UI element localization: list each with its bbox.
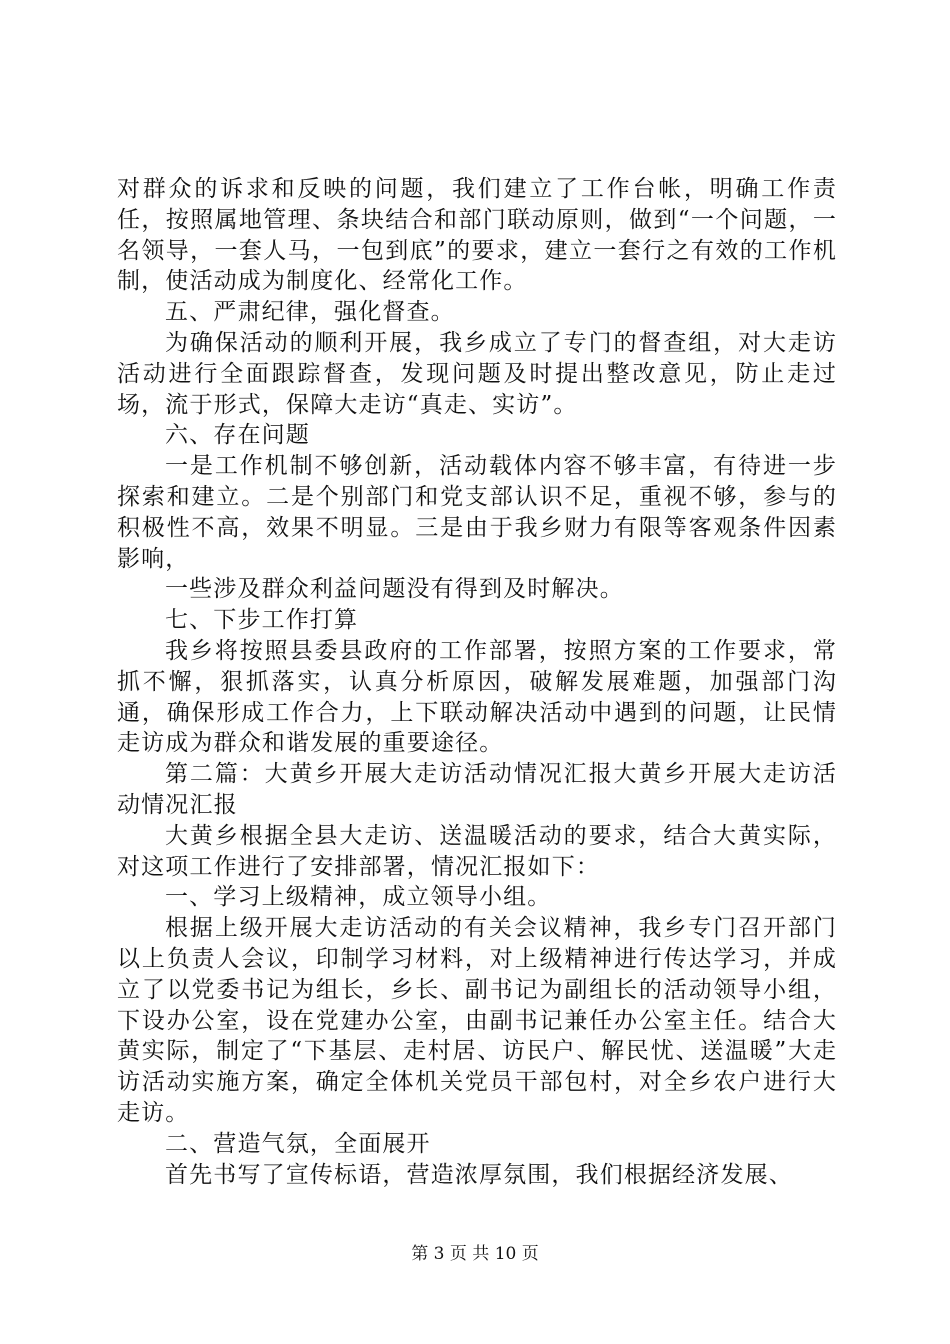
heading-atmosphere: 二、营造气氛，全面展开	[165, 1130, 431, 1157]
heading-next-steps: 七、下步工作打算	[165, 607, 359, 634]
paragraph-slogans: 首先书写了宣传标语，营造浓厚氛围，我们根据经济发展、	[165, 1161, 793, 1188]
heading-discipline: 五、严肃纪律，强化督查。	[165, 299, 455, 326]
paragraph-supervision: 为确保活动的顺利开展，我乡成立了专门的督查组，对大走访活动进行全面跟踪督查，发现问题及时提出整改意见，防止走过场，流于形式，保障大走访“真走、实访”。	[117, 329, 837, 418]
heading-study-spirit: 一、学习上级精神，成立领导小组。	[165, 884, 552, 911]
paragraph-accountability: 对群众的诉求和反映的问题，我们建立了工作台帐，明确工作责任，按照属地管理、条块结合和部门联动原则，做到“一个问题，一名领导，一套人马，一包到底”的要求，建立一套行之有效的工作机制，使活动成为制度化、经常化工作。	[117, 176, 837, 295]
paragraph-report-intro: 大黄乡根据全县大走访、送温暖活动的要求，结合大黄实际，对这项工作进行了安排部署，情况汇报如下：	[117, 822, 837, 880]
paragraph-problems-continued: 一些涉及群众利益问题没有得到及时解决。	[165, 576, 624, 603]
section-title-part-two: 第二篇：大黄乡开展大走访活动情况汇报大黄乡开展大走访活动情况汇报	[117, 761, 837, 818]
page-number-footer: 第 3 页 共 10 页	[411, 1244, 539, 1264]
paragraph-leadership-group: 根据上级开展大走访活动的有关会议精神，我乡专门召开部门以上负责人会议，印制学习材料，对上级精神进行传达学习，并成立了以党委书记为组长，乡长、副书记为副组长的活动领导小组，下设办公室，设在党建办公室，由副书记兼任办公室主任。结合大黄实际，制定了“下基层、走村居、访民户、解民忧、送温暖”大走访活动实施方案，确定全体机关党员干部包村，对全乡农户进行大走访。	[117, 915, 837, 1126]
document-body	[117, 174, 837, 1190]
paragraph-next-steps: 我乡将按照县委县政府的工作部署，按照方案的工作要求，常抓不懈，狠抓落实，认真分析原因，破解发展难题，加强部门沟通，确保形成工作合力，上下联动解决活动中遇到的问题，让民情走访成为群众和谐发展的重要途径。	[117, 637, 837, 757]
paragraph-problems: 一是工作机制不够创新，活动载体内容不够丰富，有待进一步探索和建立。二是个别部门和党支部认识不足，重视不够，参与的积极性不高，效果不明显。三是由于我乡财力有限等客观条件因素影响，	[117, 453, 837, 572]
heading-problems: 六、存在问题	[165, 422, 310, 449]
